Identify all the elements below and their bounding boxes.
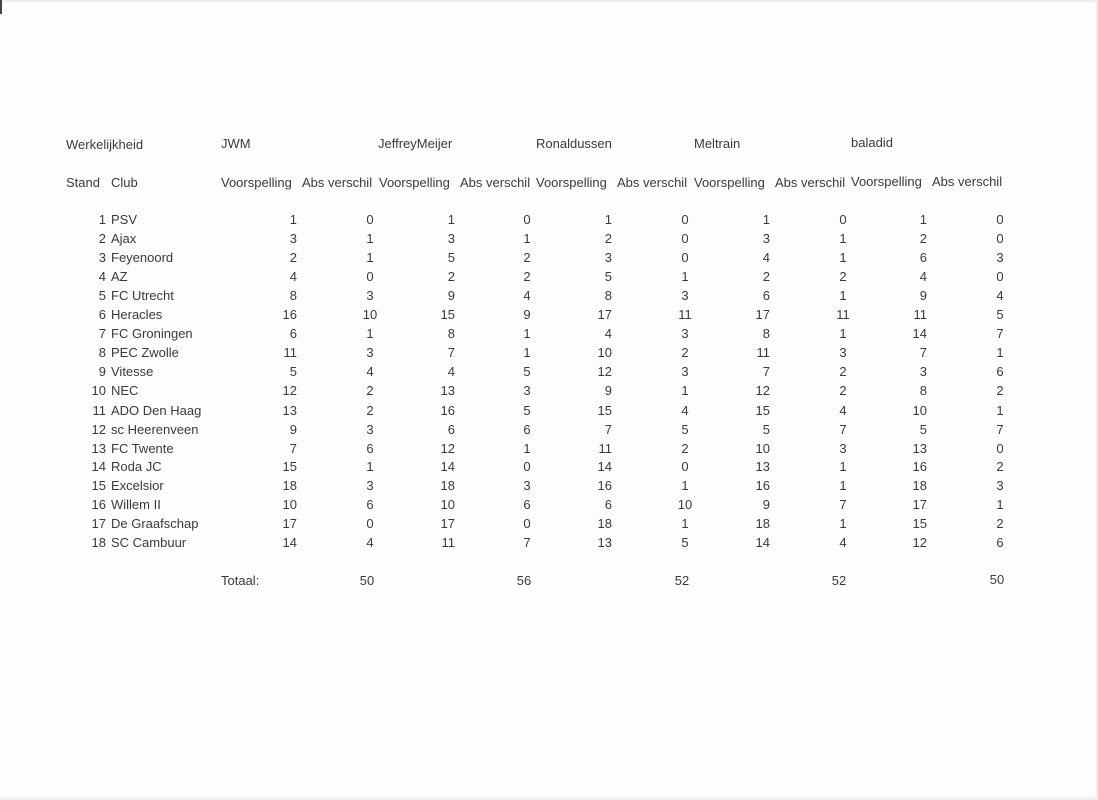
prediction-cell: 18	[597, 516, 612, 531]
difference-cell: 1	[839, 478, 847, 493]
difference-cell: 2	[523, 269, 531, 284]
paper-edge-top	[0, 0, 1098, 3]
difference-cell: 5	[681, 535, 689, 550]
paper-edge-mark	[0, 0, 2, 14]
prediction-cell: 15	[440, 307, 455, 322]
prediction-header-1: Voorspelling	[221, 175, 292, 190]
prediction-cell: 8	[289, 288, 297, 303]
difference-cell: 2	[523, 250, 531, 265]
total-score-5: 50	[989, 572, 1005, 587]
prediction-cell: 12	[597, 364, 612, 379]
prediction-cell: 3	[289, 231, 297, 246]
difference-cell: 0	[523, 516, 531, 531]
total-score-3: 52	[674, 573, 690, 588]
prediction-cell: 11	[283, 345, 297, 360]
difference-cell: 6	[366, 441, 374, 456]
prediction-cell: 12	[755, 383, 770, 398]
difference-header-2: Abs verschil	[460, 175, 531, 190]
stand-cell: 10	[91, 383, 106, 398]
participant-name-5: baladid	[851, 135, 893, 150]
prediction-cell: 6	[762, 288, 770, 303]
difference-cell: 2	[996, 516, 1004, 531]
club-cell: NEC	[111, 383, 139, 398]
stand-cell: 6	[98, 307, 106, 322]
prediction-cell: 9	[447, 288, 455, 303]
stand-cell: 13	[91, 441, 106, 456]
totals-label: Totaal:	[221, 573, 260, 588]
difference-cell: 1	[839, 459, 847, 474]
difference-cell: 11	[678, 307, 692, 322]
difference-cell: 0	[839, 212, 847, 227]
stand-cell: 17	[91, 516, 106, 531]
difference-cell: 1	[366, 326, 374, 341]
prediction-cell: 2	[447, 269, 455, 284]
paper-edge-bottom	[0, 796, 1098, 800]
difference-cell: 2	[681, 345, 689, 360]
club-cell: PSV	[111, 212, 138, 227]
difference-cell: 1	[996, 497, 1004, 512]
difference-cell: 3	[523, 383, 531, 398]
difference-cell: 6	[523, 497, 531, 512]
difference-cell: 2	[366, 403, 374, 418]
club-cell: Roda JC	[111, 459, 162, 474]
prediction-cell: 14	[912, 326, 927, 341]
stand-cell: 7	[98, 326, 106, 341]
prediction-cell: 14	[755, 535, 770, 550]
prediction-cell: 7	[289, 441, 297, 456]
club-cell: Ajax	[111, 231, 137, 246]
prediction-cell: 16	[597, 478, 612, 493]
prediction-cell: 14	[440, 459, 455, 474]
prediction-header-5: Voorspelling	[851, 174, 922, 189]
participant-name-1: JWM	[221, 136, 251, 151]
club-cell: Heracles	[111, 307, 163, 322]
prediction-cell: 2	[919, 231, 927, 246]
difference-cell: 1	[996, 403, 1004, 418]
difference-cell: 7	[839, 497, 847, 512]
prediction-cell: 2	[762, 269, 770, 284]
prediction-cell: 7	[919, 345, 927, 360]
difference-cell: 3	[366, 288, 374, 303]
prediction-cell: 5	[604, 269, 612, 284]
prediction-cell: 18	[440, 478, 455, 493]
prediction-cell: 17	[597, 307, 612, 322]
stand-cell: 3	[98, 250, 106, 265]
prediction-cell: 1	[447, 212, 455, 227]
prediction-cell: 7	[604, 422, 612, 437]
prediction-cell: 8	[762, 326, 770, 341]
prediction-cell: 13	[282, 403, 297, 418]
difference-cell: 1	[839, 516, 847, 531]
difference-cell: 3	[523, 478, 531, 493]
prediction-cell: 6	[919, 250, 927, 265]
difference-cell: 6	[996, 535, 1004, 550]
difference-cell: 4	[839, 403, 847, 418]
difference-cell: 0	[996, 269, 1004, 284]
prediction-cell: 14	[597, 459, 612, 474]
participant-name-3: Ronaldussen	[536, 136, 612, 151]
prediction-cell: 10	[597, 345, 612, 360]
difference-cell: 4	[839, 535, 847, 550]
prediction-cell: 18	[282, 478, 297, 493]
prediction-cell: 1	[919, 212, 927, 227]
prediction-cell: 8	[604, 288, 612, 303]
stand-cell: 16	[91, 497, 106, 512]
difference-cell: 4	[996, 288, 1004, 303]
club-cell: Vitesse	[111, 364, 154, 379]
club-cell: Feyenoord	[111, 250, 174, 265]
prediction-cell: 16	[755, 478, 770, 493]
prediction-cell: 5	[289, 364, 297, 379]
prediction-cell: 9	[289, 422, 297, 437]
difference-cell: 0	[366, 516, 374, 531]
difference-cell: 1	[681, 383, 689, 398]
difference-cell: 6	[523, 422, 531, 437]
prediction-cell: 8	[919, 383, 927, 398]
difference-cell: 0	[681, 459, 689, 474]
prediction-cell: 17	[440, 516, 455, 531]
difference-cell: 6	[996, 364, 1004, 379]
club-cell: PEC Zwolle	[111, 345, 179, 360]
difference-cell: 3	[681, 364, 689, 379]
difference-cell: 0	[996, 441, 1004, 456]
prediction-cell: 11	[913, 307, 927, 322]
difference-cell: 5	[523, 403, 531, 418]
club-cell: SC Cambuur	[111, 535, 187, 550]
stand-cell: 18	[91, 535, 106, 550]
difference-cell: 0	[681, 212, 689, 227]
stand-column-header: Stand	[66, 175, 100, 190]
difference-cell: 3	[839, 441, 847, 456]
difference-cell: 1	[523, 345, 531, 360]
prediction-cell: 9	[762, 497, 770, 512]
difference-cell: 2	[839, 383, 847, 398]
difference-cell: 3	[839, 345, 847, 360]
club-cell: AZ	[111, 269, 128, 284]
prediction-cell: 8	[447, 326, 455, 341]
club-cell: FC Utrecht	[111, 288, 174, 303]
club-cell: ADO Den Haag	[111, 403, 202, 418]
difference-cell: 2	[996, 383, 1004, 398]
difference-cell: 3	[996, 478, 1004, 493]
stand-cell: 9	[98, 364, 106, 379]
prediction-cell: 4	[604, 326, 612, 341]
prediction-cell: 2	[289, 250, 297, 265]
total-score-2: 56	[516, 573, 532, 588]
difference-cell: 0	[366, 212, 374, 227]
prediction-cell: 1	[762, 212, 770, 227]
difference-cell: 0	[996, 231, 1004, 246]
prediction-cell: 13	[597, 535, 612, 550]
club-cell: De Graafschap	[111, 516, 199, 531]
difference-cell: 1	[523, 326, 531, 341]
prediction-cell: 6	[447, 422, 455, 437]
difference-cell: 9	[523, 307, 531, 322]
difference-cell: 3	[366, 422, 374, 437]
difference-cell: 5	[996, 307, 1004, 322]
difference-cell: 3	[681, 288, 689, 303]
difference-cell: 0	[681, 231, 689, 246]
prediction-cell: 10	[912, 403, 927, 418]
difference-cell: 1	[523, 231, 531, 246]
difference-cell: 7	[996, 422, 1004, 437]
prediction-cell: 7	[762, 364, 770, 379]
difference-cell: 1	[366, 459, 374, 474]
prediction-header-4: Voorspelling	[694, 175, 765, 190]
difference-header-4: Abs verschil	[775, 175, 846, 190]
difference-cell: 3	[366, 478, 374, 493]
stand-cell: 4	[98, 269, 106, 284]
prediction-cell: 9	[919, 288, 927, 303]
stand-cell: 2	[98, 231, 106, 246]
difference-header-1: Abs verschil	[302, 175, 373, 190]
prediction-cell: 7	[447, 345, 455, 360]
prediction-cell: 10	[755, 441, 770, 456]
stand-cell: 5	[98, 288, 106, 303]
prediction-cell: 6	[604, 497, 612, 512]
club-cell: FC Twente	[111, 441, 174, 456]
prediction-cell: 3	[762, 231, 770, 246]
prediction-cell: 10	[282, 497, 297, 512]
prediction-cell: 12	[440, 441, 455, 456]
difference-cell: 4	[681, 403, 689, 418]
prediction-cell: 15	[912, 516, 927, 531]
difference-cell: 1	[996, 345, 1004, 360]
prediction-cell: 12	[912, 535, 927, 550]
prediction-header-2: Voorspelling	[379, 175, 450, 190]
stand-cell: 15	[91, 478, 106, 493]
difference-cell: 5	[681, 422, 689, 437]
difference-cell: 6	[366, 497, 374, 512]
participant-name-2: JeffreyMeijer	[378, 136, 453, 151]
prediction-cell: 15	[597, 403, 612, 418]
prediction-cell: 16	[440, 403, 455, 418]
prediction-header-3: Voorspelling	[536, 175, 607, 190]
prediction-cell: 11	[441, 535, 455, 550]
difference-cell: 4	[523, 288, 531, 303]
club-cell: sc Heerenveen	[111, 422, 199, 437]
prediction-cell: 2	[604, 231, 612, 246]
club-cell: Excelsior	[111, 478, 164, 493]
prediction-cell: 13	[912, 441, 927, 456]
club-cell: FC Groningen	[111, 326, 193, 341]
prediction-cell: 17	[912, 497, 927, 512]
prediction-cell: 15	[755, 403, 770, 418]
prediction-cell: 3	[604, 250, 612, 265]
prediction-cell: 3	[447, 231, 455, 246]
difference-cell: 7	[523, 535, 531, 550]
difference-cell: 0	[996, 212, 1004, 227]
difference-cell: 3	[681, 326, 689, 341]
prediction-cell: 5	[919, 422, 927, 437]
difference-cell: 10	[677, 497, 693, 512]
difference-cell: 4	[366, 364, 374, 379]
difference-cell: 0	[681, 250, 689, 265]
difference-cell: 1	[681, 478, 689, 493]
prediction-cell: 18	[912, 478, 927, 493]
difference-cell: 1	[366, 231, 374, 246]
difference-header-3: Abs verschil	[617, 175, 688, 190]
difference-cell: 1	[839, 250, 847, 265]
difference-header-5: Abs verschil	[932, 174, 1003, 189]
prediction-cell: 11	[598, 441, 612, 456]
prediction-cell: 5	[762, 422, 770, 437]
stand-cell: 1	[98, 212, 106, 227]
difference-cell: 1	[681, 269, 689, 284]
prediction-cell: 14	[282, 535, 297, 550]
difference-cell: 10	[362, 307, 378, 322]
reality-heading: Werkelijkheid	[66, 137, 144, 152]
prediction-cell: 9	[604, 383, 612, 398]
prediction-cell: 4	[447, 364, 455, 379]
difference-cell: 2	[996, 459, 1004, 474]
difference-cell: 0	[366, 269, 374, 284]
difference-cell: 7	[839, 422, 847, 437]
difference-cell: 5	[523, 364, 531, 379]
difference-cell: 1	[839, 326, 847, 341]
club-column-header: Club	[111, 175, 138, 190]
prediction-cell: 18	[755, 516, 770, 531]
difference-cell: 2	[366, 383, 374, 398]
participant-name-4: Meltrain	[694, 136, 741, 151]
prediction-cell: 15	[282, 459, 297, 474]
difference-cell: 0	[523, 212, 531, 227]
difference-cell: 7	[996, 326, 1004, 341]
difference-cell: 1	[523, 441, 531, 456]
difference-cell: 3	[366, 345, 374, 360]
difference-cell: 2	[839, 364, 847, 379]
prediction-cell: 10	[440, 497, 455, 512]
prediction-cell: 6	[289, 326, 297, 341]
difference-cell: 1	[839, 288, 847, 303]
prediction-cell: 16	[912, 459, 927, 474]
difference-cell: 3	[996, 250, 1004, 265]
difference-cell: 1	[366, 250, 374, 265]
difference-cell: 2	[839, 269, 847, 284]
prediction-cell: 17	[282, 516, 297, 531]
club-cell: Willem II	[111, 497, 161, 512]
prediction-cell: 5	[447, 250, 455, 265]
difference-cell: 1	[839, 231, 847, 246]
prediction-cell: 12	[282, 383, 297, 398]
difference-cell: 2	[681, 441, 689, 456]
prediction-cell: 3	[919, 364, 927, 379]
prediction-cell: 1	[289, 212, 297, 227]
difference-cell: 11	[836, 307, 850, 322]
stand-cell: 11	[92, 403, 106, 418]
prediction-cell: 4	[919, 269, 927, 284]
prediction-cell: 13	[755, 459, 770, 474]
difference-cell: 0	[523, 459, 531, 474]
prediction-cell: 13	[440, 383, 455, 398]
stand-cell: 14	[91, 459, 106, 474]
prediction-cell: 16	[282, 307, 297, 322]
prediction-cell: 11	[756, 345, 770, 360]
prediction-cell: 17	[755, 307, 770, 322]
total-score-1: 50	[359, 573, 375, 588]
prediction-cell: 4	[762, 250, 770, 265]
difference-cell: 1	[681, 516, 689, 531]
prediction-cell: 1	[604, 212, 612, 227]
difference-cell: 4	[366, 535, 374, 550]
stand-cell: 8	[98, 345, 106, 360]
prediction-cell: 4	[289, 269, 297, 284]
stand-cell: 12	[91, 422, 106, 437]
total-score-4: 52	[831, 573, 847, 588]
